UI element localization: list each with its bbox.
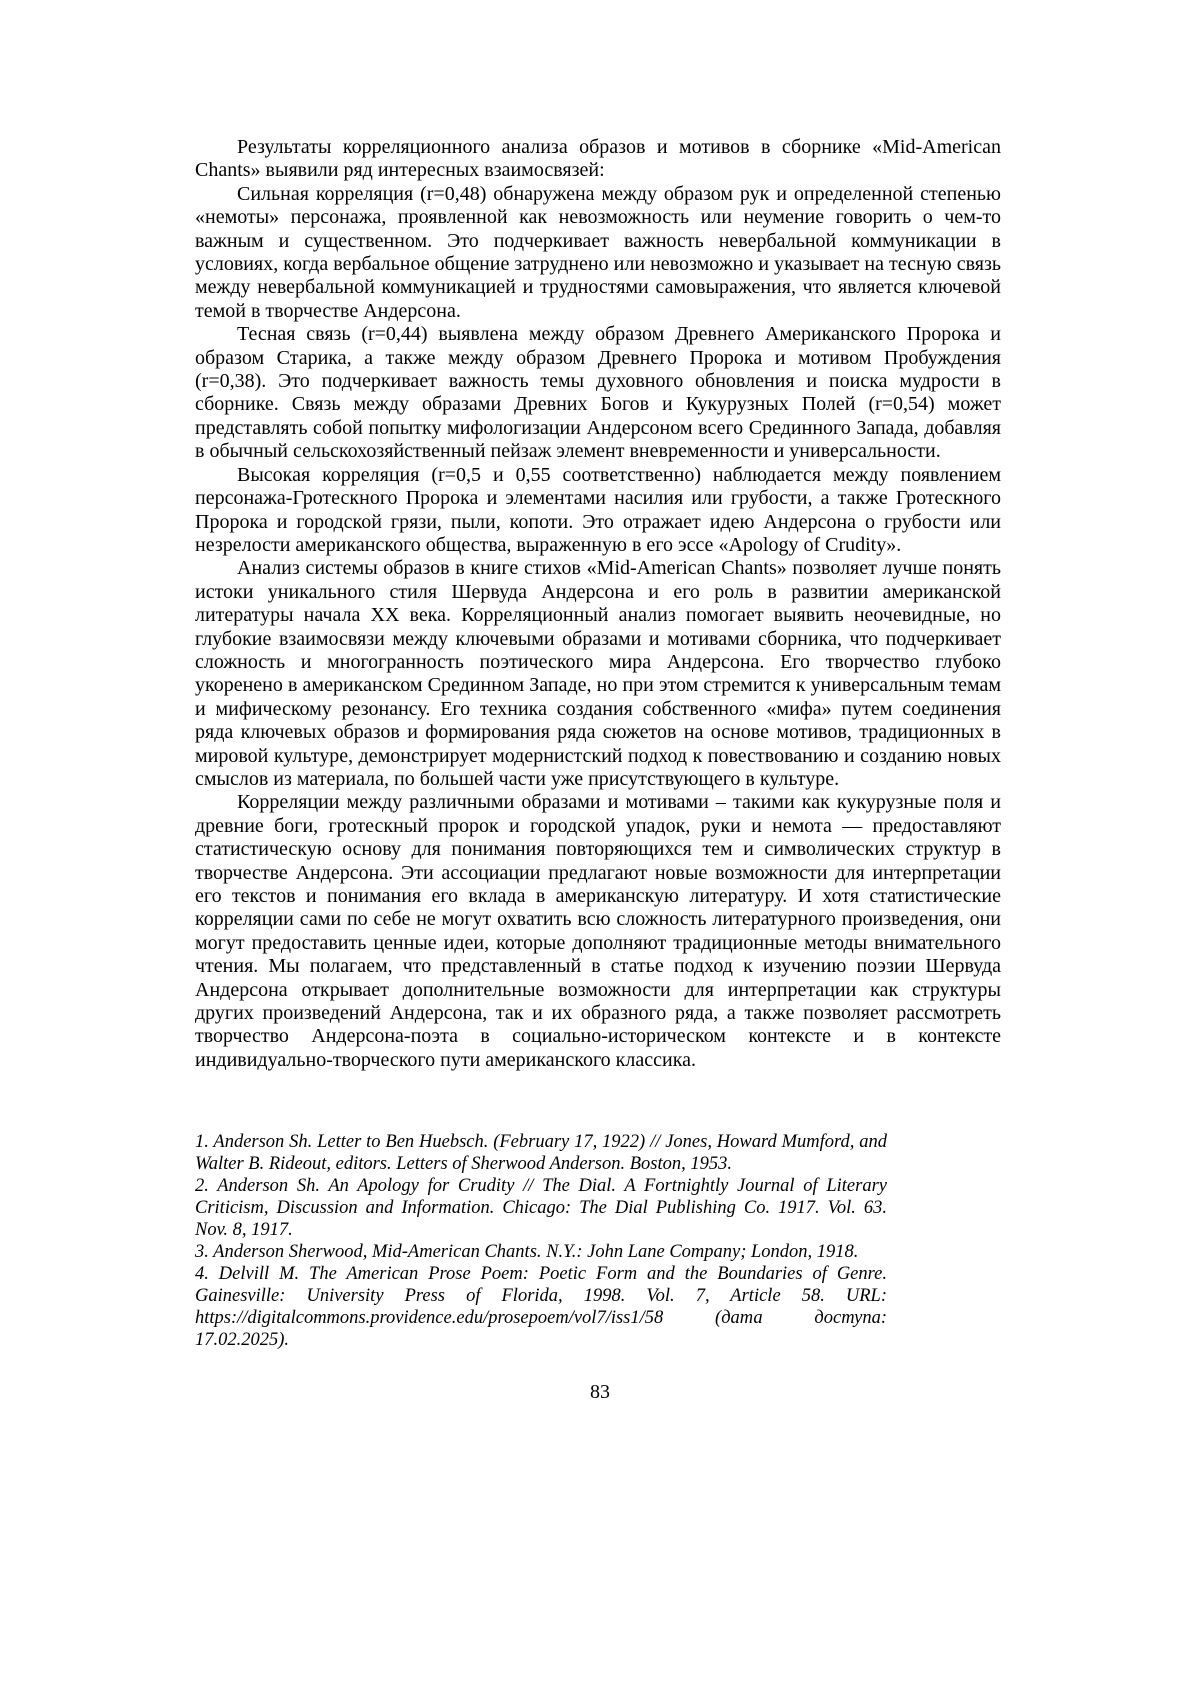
references-list <box>195 1131 887 1351</box>
paragraph-conclusion: Корреляции между различными образами и мотивами – такими как кукурузные поля и древние боги, гротескный пророк и городской упадок, руки и немота — предоставляют статистическую основу для понимания повторяющихся тем и символических структур в творчестве Андерсона. Эти ассоциации предлагают новые возможности для интерпретации его текстов и понимания его вклада в американскую литературу. И хотя статистические корреляции сами по себе не могут охватить всю сложность литературного произведения, они могут предоставить ценные идеи, которые дополняют традиционные методы внимательного чтения. Мы полагаем, что представленный в статье подход к изучению поэзии Шервуда Андерсона открывает дополнительные возможности для интерпретации как структуры других произведений Андерсона, так и их образного ряда, а также позволяет рассмотреть творчество Андерсона-поэта в социально-историческом контексте и в контексте индивидуально-творческого пути американского классика. <box>195 791 1001 1071</box>
reference-item-4: 4. Delvill M. The American Prose Poem: Poetic Form and the Boundaries of Genre. Gainesville: University Press of Florida, 1998. Vol. 7, Article 58. URL: https://digitalcommons.providence.edu/prosepoem/vol7/iss1/58 (дата доступа: 17.02.2025). <box>195 1264 887 1350</box>
reference-item-3: 3. Anderson Sherwood, Mid-American Chants. N.Y.: John Lane Company; London, 1918. <box>195 1242 859 1262</box>
paragraph-close-link: Тесная связь (r=0,44) выявлена между образом Древнего Американского Пророка и образом Старика, а также между образом Древнего Пророка и мотивом Пробуждения (r=0,38). Это подчеркивает важность темы духовного обновления и поиска мудрости в сборнике. Связь между образами Древних Богов и Кукурузных Полей (r=0,54) может представлять собой попытку мифологизации Андерсоном всего Срединного Запада, добавляя в обычный сельскохозяйственный пейзаж элемент вневременности и универсальности. <box>195 323 1001 463</box>
article-body <box>195 136 1001 1072</box>
page-number: 83 <box>590 1381 610 1403</box>
paragraph-strong-correlation: Сильная корреляция (r=0,48) обнаружена между образом рук и определенной степенью «немоты» персонажа, проявленной как невозможность или неумение говорить о чем-то важным и существенном. Это подчеркивает важность невербальной коммуникации в условиях, когда вербальное общение затруднено или невозможно и указывает на тесную связь между невербальной коммуникацией и трудностями самовыражения, что является ключевой темой в творчестве Андерсона. <box>195 182 1001 322</box>
reference-item-2: 2. Anderson Sh. An Apology for Crudity // The Dial. A Fortnightly Journal of Literary Criticism, Discussion and Information. Chicago: The Dial Publishing Co. 1917. Vol. 63. Nov. 8, 1917. <box>195 1176 887 1240</box>
paragraph-intro: Результаты корреляционного анализа образов и мотивов в сборнике «Mid-American Chants» выявили ряд интересных взаимосвязей: <box>195 136 1001 182</box>
paragraph-image-system-analysis: Анализ системы образов в книге стихов «Mid-American Chants» позволяет лучше понять истоки уникального стиля Шервуда Андерсона и его роль в развитии американской литературы начала XX века. Корреляционный анализ помогает выявить неочевидные, но глубокие взаимосвязи между ключевыми образами и мотивами сборника, что подчеркивает сложность и многогранность поэтического мира Андерсона. Его творчество глубоко укоренено в американском Срединном Западе, но при этом стремится к универсальным темам и мифическому резонансу. Его техника создания собственного «мифа» путем соединения ряда ключевых образов и формирования ряда сюжетов на основе мотивов, традиционных в мировой культуре, демонстрирует модернистский подход к повествованию и созданию новых смыслов из материала, по большей части уже присутствующего в культуре. <box>195 557 1001 790</box>
reference-item-1: 1. Anderson Sh. Letter to Ben Huebsch. (February 17, 1922) // Jones, Howard Mumford, and Walter B. Rideout, editors. Letters of Sherwood Anderson. Boston, 1953. <box>195 1132 887 1174</box>
paragraph-high-correlation: Высокая корреляция (r=0,5 и 0,55 соответственно) наблюдается между появлением персонажа-Гротескного Пророка и элементами насилия или грубости, а также Гротескного Пророка и городской грязи, пыли, копоти. Это отражает идею Андерсона о грубости или незрелости американского общества, выраженную в его эссе «Apology of Crudity». <box>195 463 1001 556</box>
